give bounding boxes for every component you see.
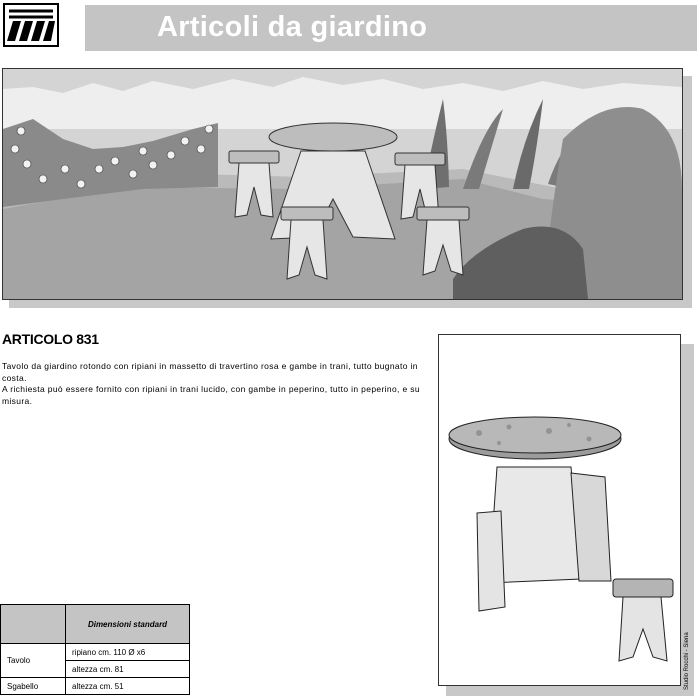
article-title: ARTICOLO 831	[2, 331, 99, 347]
company-logo-icon	[3, 3, 59, 47]
table-cell: ripiano cm. 110 Ø x6	[66, 644, 190, 661]
description-paragraph: Tavolo da giardino rotondo con ripiani in massetto di travertino rosa e gambe in trani, tutto bugnato in costa.	[2, 361, 418, 383]
table-cell: altezza cm. 51	[66, 678, 190, 695]
table-cell: altezza cm. 81	[66, 661, 190, 678]
product-photo	[438, 334, 681, 686]
page-title: Articoli da giardino	[157, 11, 428, 43]
table-corner-cell	[1, 605, 66, 644]
photo-credit: Studio Rocchi - Siena	[684, 632, 690, 690]
row-label-tavolo: Tavolo	[1, 644, 66, 678]
title-band	[85, 5, 697, 51]
dimensions-table	[0, 604, 190, 695]
description-paragraph: A richiesta può essere fornito con ripiani in trani lucido, con gambe in peperino, tutto in peperino, e su misura.	[2, 384, 420, 406]
row-label-sgabello: Sgabello	[1, 678, 66, 695]
article-description	[2, 361, 420, 407]
garden-illustration	[2, 68, 683, 300]
table-header: Dimensioni standard	[66, 605, 190, 644]
